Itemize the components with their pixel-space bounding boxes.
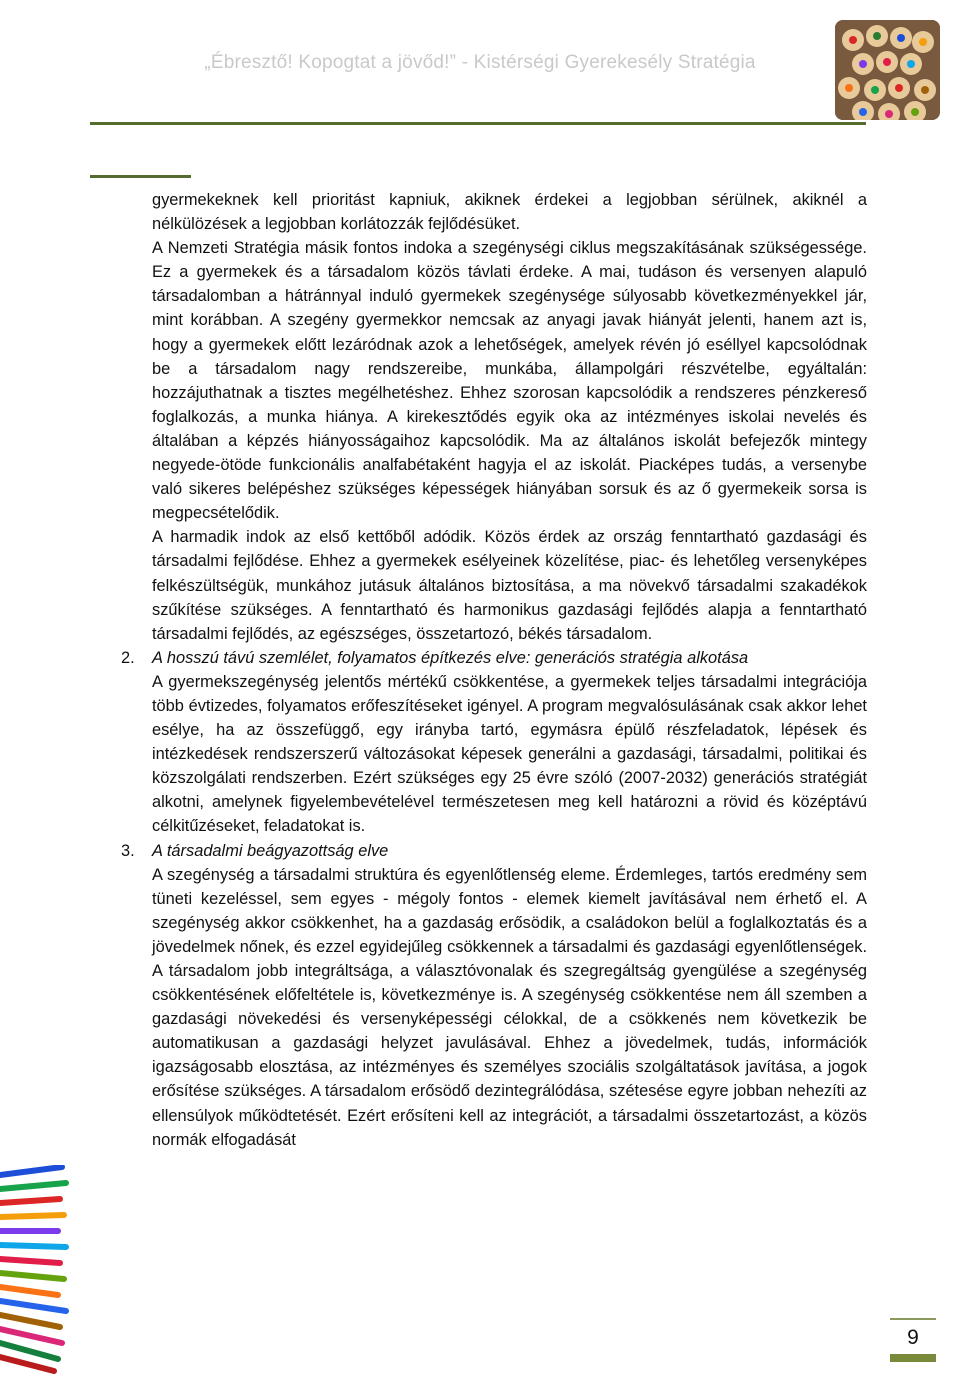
list-item-title: A hosszú távú szemlélet, folyamatos építkezés elve: generációs stratégia alkotása <box>152 648 749 667</box>
page-number-bar <box>890 1354 936 1362</box>
section-divider <box>90 175 191 178</box>
list-item-number: 2. <box>121 648 135 667</box>
paragraph: A gyermekszegénység jelentős mértékű csökkentése, a gyermekek teljes társadalmi integrációja több évtizedes, folyamatos erőfeszítéseket igényel. A program megvalósulásának csak akkor lehet esélye, ha az összefüggő, egy irányba tartó, egymásra épülő részfeladatok, lépések és intézkedések rendszerszerű változásokat képesek generálni a gazdasági, társadalmi, politikai és közszolgálati rendszerben. Ezért szükséges egy 25 évre szóló (2007-2032) generációs stratégiát alkotni, amelynek figyelembevételével természetesen meg kell határozni a rövid és középtávú célkitűzéseket, feladatokat is. <box>152 672 867 836</box>
paragraph: A Nemzeti Stratégia másik fontos indoka a szegénységi ciklus megszakításának szükségessége. Ez a gyermekek és a társadalom közös távlati érdeke. A mai, tudáson és versenyen alapuló társadalomban a hátránnyal induló gyermekek szegénysége súlyosabb következményekkel jár, mint korábban. A szegény gyermekkor nemcsak az anyagi javak hiányát jelenti, hanem azt is, hogy a gyermekek előtt lezáródnak azok a lehetőségek, amelyek révén jó eséllyel kapcsolódnak be a társadalom nagy rendszereibe, munkába, állampolgári részvételbe, egyáltalán: hozzájuthatnak a tisztes megélhetéshez. Ehhez szorosan kapcsolódik a rendszeres pénzkereső foglalkozás, a munka hiánya. A kirekesztődés egyik oka az intézményes iskolai nevelés és általában a képzés hiányosságaihoz kapcsolódik. Ma az általános iskolát befejezők mintegy negyede-ötöde funkcionális analfabétaként hagyja el az iskolát. Piacképes tudás, a versenybe való sikeres belépéshez szükséges képességek hiányában sorsuk és az ő gyermekeik sorsa is megpecsételődik. <box>152 239 867 523</box>
pencils-icon <box>0 1165 70 1374</box>
paragraph: A szegénység a társadalmi struktúra és egyenlőtlenség eleme. Érdemleges, tartós eredmény sem tüneti kezeléssel, sem egyes - mégoly fontos - elemek kiemelt javításával nem érhető el. A szegénység akkor csökkenhet, ha a gazdaság erősödik, a családokon belül a foglalkoztatás és a jövedelmek nőnek, és ezzel egyidejűleg csökkennek a társadalmi és gazdasági egyenlőtlenségek. A társadalom jobb integráltsága, a választóvonalak és szegregáltság gyengülése a szegénység csökkentésének előfeltétele is, következménye is. A szegénység csökkentése nem áll szemben a gazdasági növekedési és versenyképességi célokkal, de a csökkenés nem következik be automatikusan a gazdasági helyzet javulásával. Ehhez a jövedelmek, tudás, információk igazságosabb elosztása, az intézményes és személyes szociális szolgáltatások javítása, a jogok erősítése szükséges. A társadalom erősödő dezintegrálódása, szétesése egyre jobban nehezíti az ellensúlyok működtetését. Ezért erősíteni kell az integrációt, a társadalmi összetartozást, a közös normák elfogadását <box>152 865 867 1149</box>
header-divider <box>90 122 866 125</box>
document-body <box>0 188 960 1152</box>
page-number: 9 <box>907 1326 919 1349</box>
page-number-rule <box>890 1318 936 1320</box>
page-number-box <box>890 1318 936 1364</box>
list-item-title: A társadalmi beágyazottság elve <box>152 841 389 860</box>
list-item <box>121 646 867 839</box>
paragraph: gyermekeknek kell prioritást kapniuk, akiknek érdekei a legjobban sérülnek, akiknél a nélkülözések a legjobban korlátozzák fejlődésüket. <box>152 191 867 234</box>
colored-pencils-icon <box>835 20 940 120</box>
header-title: „Ébresztő! Kopogtat a jövőd!” - Kistérségi Gyerekesély Stratégia <box>204 52 756 73</box>
list-item <box>121 839 867 1152</box>
paragraph: A harmadik indok az első kettőből adódik. Közös érdek az ország fenntartható gazdasági és társadalmi fejlődése. Ehhez a gyermekek esélyeinek közelítése, piac- és lehetőleg versenyképes felkészültségük, munkához jutásuk általános biztosítása, a ma növekvő társadalmi szakadékok szűkítése szükséges. A fenntartható és harmonikus gazdasági fejlődés alapja a fenntartható társadalmi fejlődés, az egészséges, összetartozó, békés társadalom. <box>152 528 867 643</box>
list-item-number: 3. <box>121 841 135 860</box>
